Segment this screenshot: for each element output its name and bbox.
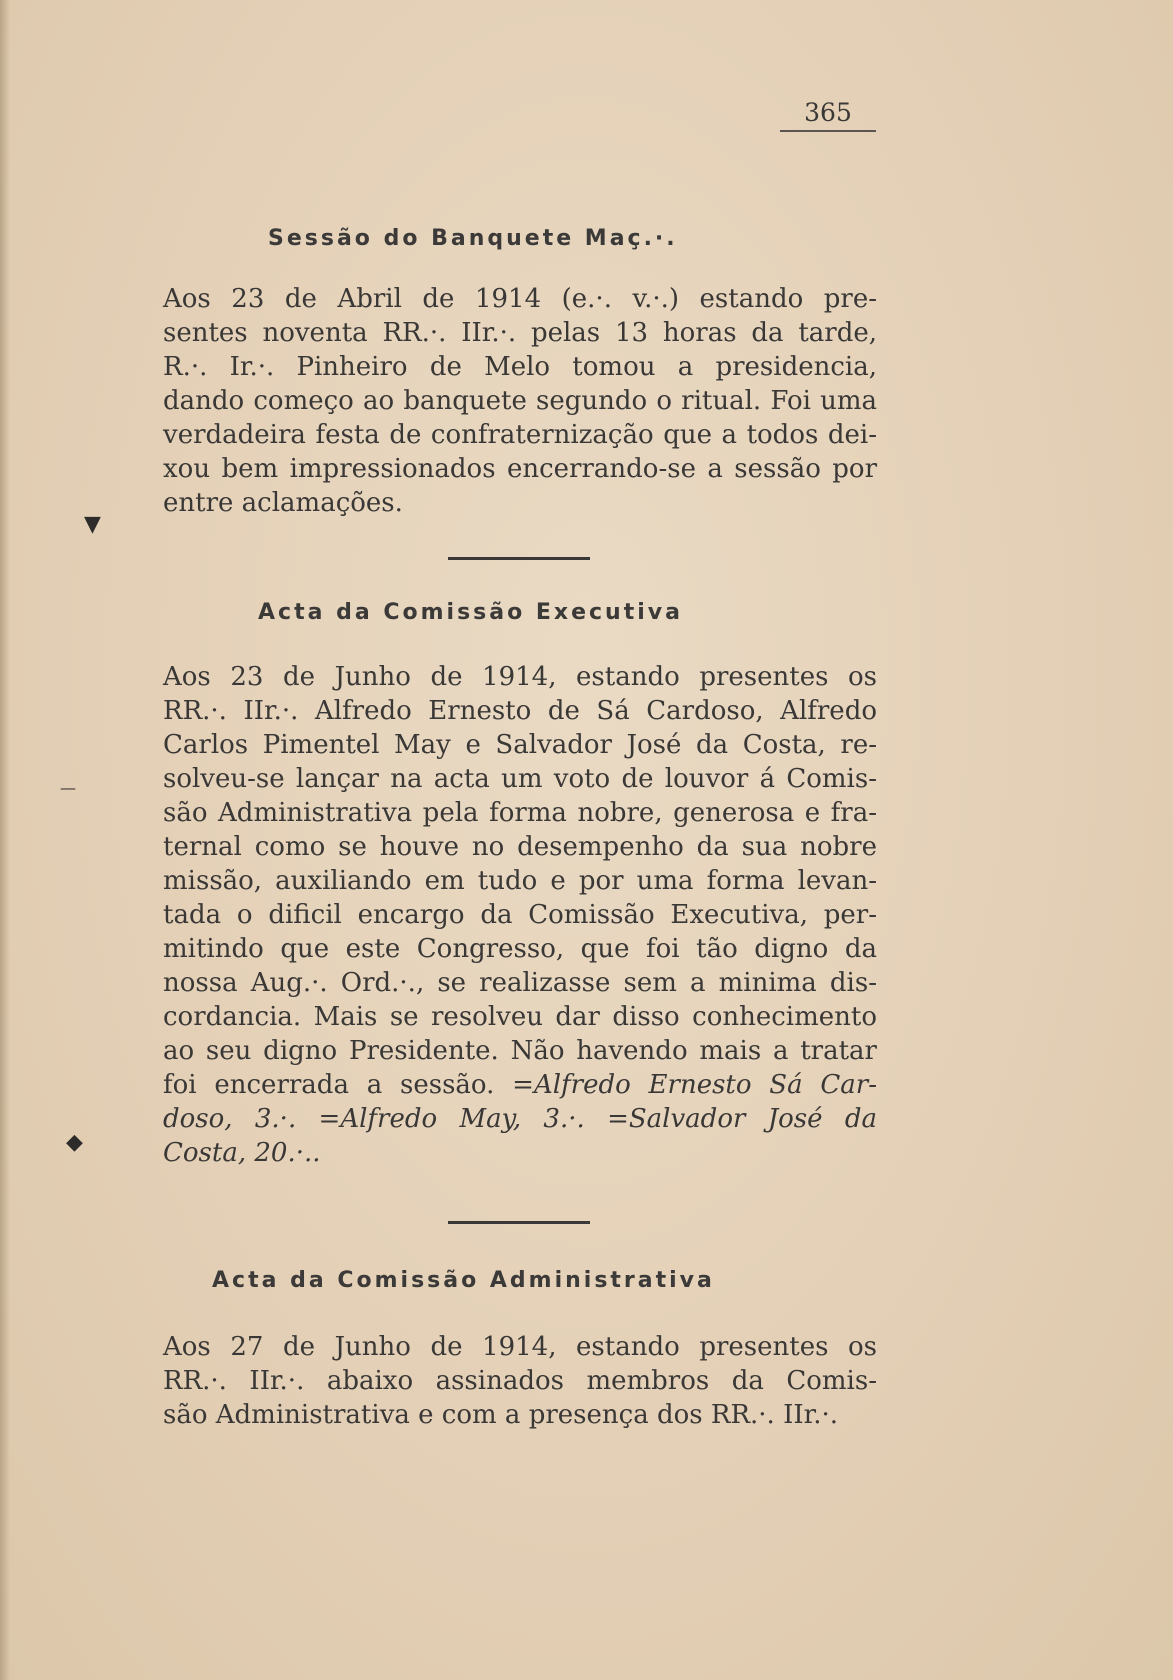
text-line: ao seu digno Presidente. Não havendo mais a tratar: [163, 1036, 877, 1066]
text-line: RR.·. IIr.·. Alfredo Ernesto de Sá Cardoso, Alfredo: [163, 696, 877, 726]
text-line: nossa Aug.·. Ord.·., se realizasse sem a minima dis-: [163, 968, 877, 998]
page-number-block: [780, 96, 876, 132]
signature-text: =Alfredo Ernesto Sá Car-: [512, 1070, 877, 1100]
section-heading-comissao-executiva: Acta da Comissão Executiva: [258, 600, 683, 625]
signature-line: doso, 3.·. =Alfredo May, 3.·. =Salvador José da: [163, 1104, 877, 1134]
text-line: xou bem impressionados encerrando-se a sessão por: [163, 454, 877, 484]
section-heading-comissao-administrativa: Acta da Comissão Administrativa: [212, 1268, 715, 1293]
text-line: entre aclamações.: [163, 488, 403, 518]
text-line: Aos 23 de Abril de 1914 (e.·. v.·.) estando pre-: [163, 284, 877, 314]
text-line: são Administrativa pela forma nobre, generosa e fra-: [163, 798, 877, 828]
page-left-edge: [0, 0, 10, 1680]
text-line: verdadeira festa de confraternização que a todos dei-: [163, 420, 877, 450]
margin-ink-mark: —: [60, 778, 76, 797]
text-line-with-signature: [163, 1068, 877, 1102]
text-line: são Administrativa e com a presença dos RR.·. IIr.·.: [163, 1400, 838, 1430]
margin-ink-mark: ▼: [84, 512, 101, 537]
text-line: Aos 23 de Junho de 1914, estando presentes os: [163, 662, 877, 692]
text-line: solveu-se lançar na acta um voto de louvor á Comis-: [163, 764, 877, 794]
signature-line: Costa, 20.·..: [163, 1138, 321, 1168]
page-number: 365: [804, 98, 852, 127]
text-line: Carlos Pimentel May e Salvador José da Costa, re-: [163, 730, 877, 760]
text-line: sentes noventa RR.·. IIr.·. pelas 13 horas da tarde,: [163, 318, 877, 348]
section-heading-banquete: Sessão do Banquete Maç.·.: [268, 226, 678, 251]
text-line: mitindo que este Congresso, que foi tão digno da: [163, 934, 877, 964]
section-divider: [448, 1221, 590, 1224]
text-line: missão, auxiliando em tudo e por uma forma levan-: [163, 866, 877, 896]
paragraph-comissao-executiva: [163, 660, 877, 1170]
text-line: R.·. Ir.·. Pinheiro de Melo tomou a presidencia,: [163, 352, 877, 382]
text-line: dando começo ao banquete segundo o ritual. Foi uma: [163, 386, 877, 416]
text-line: tada o dificil encargo da Comissão Executiva, per-: [163, 900, 877, 930]
text-line: cordancia. Mais se resolveu dar disso conhecimento: [163, 1002, 877, 1032]
paragraph-comissao-administrativa: [163, 1330, 877, 1432]
text-line: ternal como se houve no desempenho da sua nobre: [163, 832, 877, 862]
closing-text: foi encerrada a sessão.: [163, 1070, 495, 1100]
section-divider: [448, 557, 590, 560]
text-line: RR.·. IIr.·. abaixo assinados membros da Comis-: [163, 1366, 877, 1396]
paragraph-banquete: [163, 282, 877, 520]
text-line: Aos 27 de Junho de 1914, estando presentes os: [163, 1332, 877, 1362]
margin-ink-mark: ◆: [66, 1130, 83, 1155]
